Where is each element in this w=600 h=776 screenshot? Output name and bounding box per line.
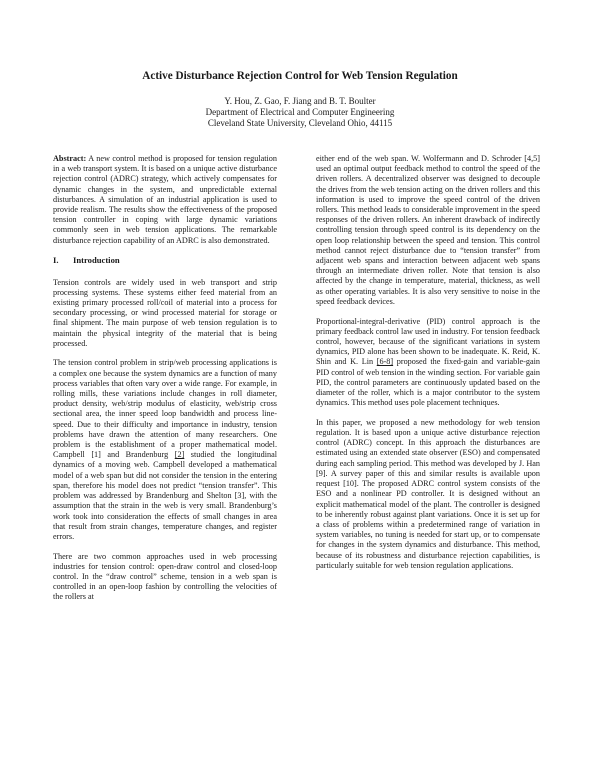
intro-paragraph-1: Tension controls are widely used in web transport and strip processing systems. These systems either feed material from an existing primary processed roll/coil of material into a process for secondary processing, or wind processed material for storage or final shipment. The main purpose of web tension regulation is to maintain the physical integrity of the material that is being processed. xyxy=(53,277,277,348)
section-number: I. xyxy=(53,255,59,266)
right-paragraph-3: In this paper, we proposed a new methodology for web tension regulation. It is based upon a unique active disturbance rejection control (ADRC) concept. In this approach the disturbances are estimated using an extended state observer (ESO) and compensated during each sampling period. This method was developed by J. Han [9]. A survey paper of this and similar results is available upon request [10]. The proposed ADRC control system consists of the ESO and a nonlinear PD controller. It is designed without an explicit mathematical model of the plant. The controller is designed to be inherently robust against plant variations. Once it is set up for a class of problems within a predetermined range of variation in system variables, no tuning is needed for start up, or to compensate for changes in the system dynamics and disturbance. This method, because of its robustness and disturbance rejection capabilities, is particularly suitable for web tension regulation applications. xyxy=(316,417,540,570)
right-paragraph-2 xyxy=(316,317,540,409)
left-column xyxy=(53,154,277,603)
intro-paragraph-2-text-a: The tension control problem in strip/web processing applications is a complex one because the system dynamics are a function of many process variables that often vary over a wide range. For example, in rolling mills, these variations include changes in roll diameter, product density, web/strip modulus of elasticity, web/strip cross sectional area, the inner speed loop bandwidth and process line-speed. Due to their difficulty and importance in industry, tension problems have drawn the attention of many researchers. One problem is the establishment of a proper mathematical model. Campbell [1] and Brandenburg xyxy=(53,358,277,460)
author-department: Department of Electrical and Computer Engineering xyxy=(205,107,395,117)
author-block xyxy=(60,96,540,129)
intro-paragraph-2-text-b: studied the longitudinal dynamics of a moving web. Campbell developed a mathematical model of a web span but did not consider the tension in the entering span, therefore his model does not predict “tension transfer”. This problem was addressed by Brandenburg and Shelton [3], with the assumption that the strain in the web is very small. Brandenburg’s work took into consideration the effects of small changes in area that result from strain changes, temperature changes, and register errors. xyxy=(53,450,277,541)
right-paragraph-1: either end of the web span. W. Wolfermann and D. Schroder [4,5] used an optimal output feedback method to control the speed of the driven rollers. A decentralized observer was designed to decouple the drives from the web tension acting on the driven rollers and this information is used to improve the speed control of the driven rollers. This method leads to considerable improvement in the speed responses of the driven rollers. An inherent drawback of indirectly controlling tension through speed control is its dependency on the open loop relationship between the speed and tension. This control method cannot reject disturbance due to “tension transfer” from adjacent web spans and interaction between adjacent web spans through an intermediate driven roller. Note that tension is also affected by the change in temperature, material, thickness, as well as other operating variables. It is also very sensitive to noise in the speed feedback devices. xyxy=(316,154,540,306)
abstract-text: A new control method is proposed for tension regulation in a web transport system. It is based on a unique active disturbance rejection control (ADRC) strategy, which actively compensates for dynamic changes in the system, and unpredictable external disturbances. A simulation of an industrial application is used to provide realism. The results show the effectiveness of the proposed tension controller in coping with large dynamic variations commonly seen in web tension applications. The remarkable disturbance rejection capability of an ADRC is also demonstrated. xyxy=(53,154,277,245)
section-title: Introduction xyxy=(73,255,120,266)
author-affiliation: Cleveland State University, Cleveland Ohio, 44115 xyxy=(207,118,393,128)
right-paragraph-2-text-a: Proportional-integral-derivative (PID) control approach is the primary feedback control law used in industry. For tension feedback control, however, because of the significant variations in system dynamics, PID alone has been shown to be inadequate. K. Reid, K. Shin and K. Lin xyxy=(316,316,540,367)
intro-paragraph-2 xyxy=(53,358,277,542)
intro-paragraph-3: There are two common approaches used in web processing industries for tension control: open-draw control and closed-loop control. In the “draw control” scheme, tension in a web span is controlled in an open-loop fashion by controlling the velocities of the rollers at xyxy=(53,551,277,602)
abstract-paragraph xyxy=(53,154,277,246)
citation-link-2[interactable]: [2] xyxy=(174,450,185,460)
abstract-label: Abstract: xyxy=(53,154,87,163)
citation-link-6-8[interactable]: [6-8] xyxy=(376,357,394,367)
paper-title: Active Disturbance Rejection Control for Web Tension Regulation xyxy=(142,70,458,82)
author-names: Y. Hou, Z. Gao, F. Jiang and B. T. Boulter xyxy=(224,96,376,106)
right-paragraph-2-text-b: proposed the fixed-gain and variable-gain PID control of web tension in the winding section. For variable gain PID, the control parameters are continuously updated based on the diameter of the roller, which is a major contributor to the system dynamics. This method uses pole placement techniques. xyxy=(316,357,540,408)
right-column xyxy=(316,154,540,571)
section-heading-introduction xyxy=(53,255,277,265)
